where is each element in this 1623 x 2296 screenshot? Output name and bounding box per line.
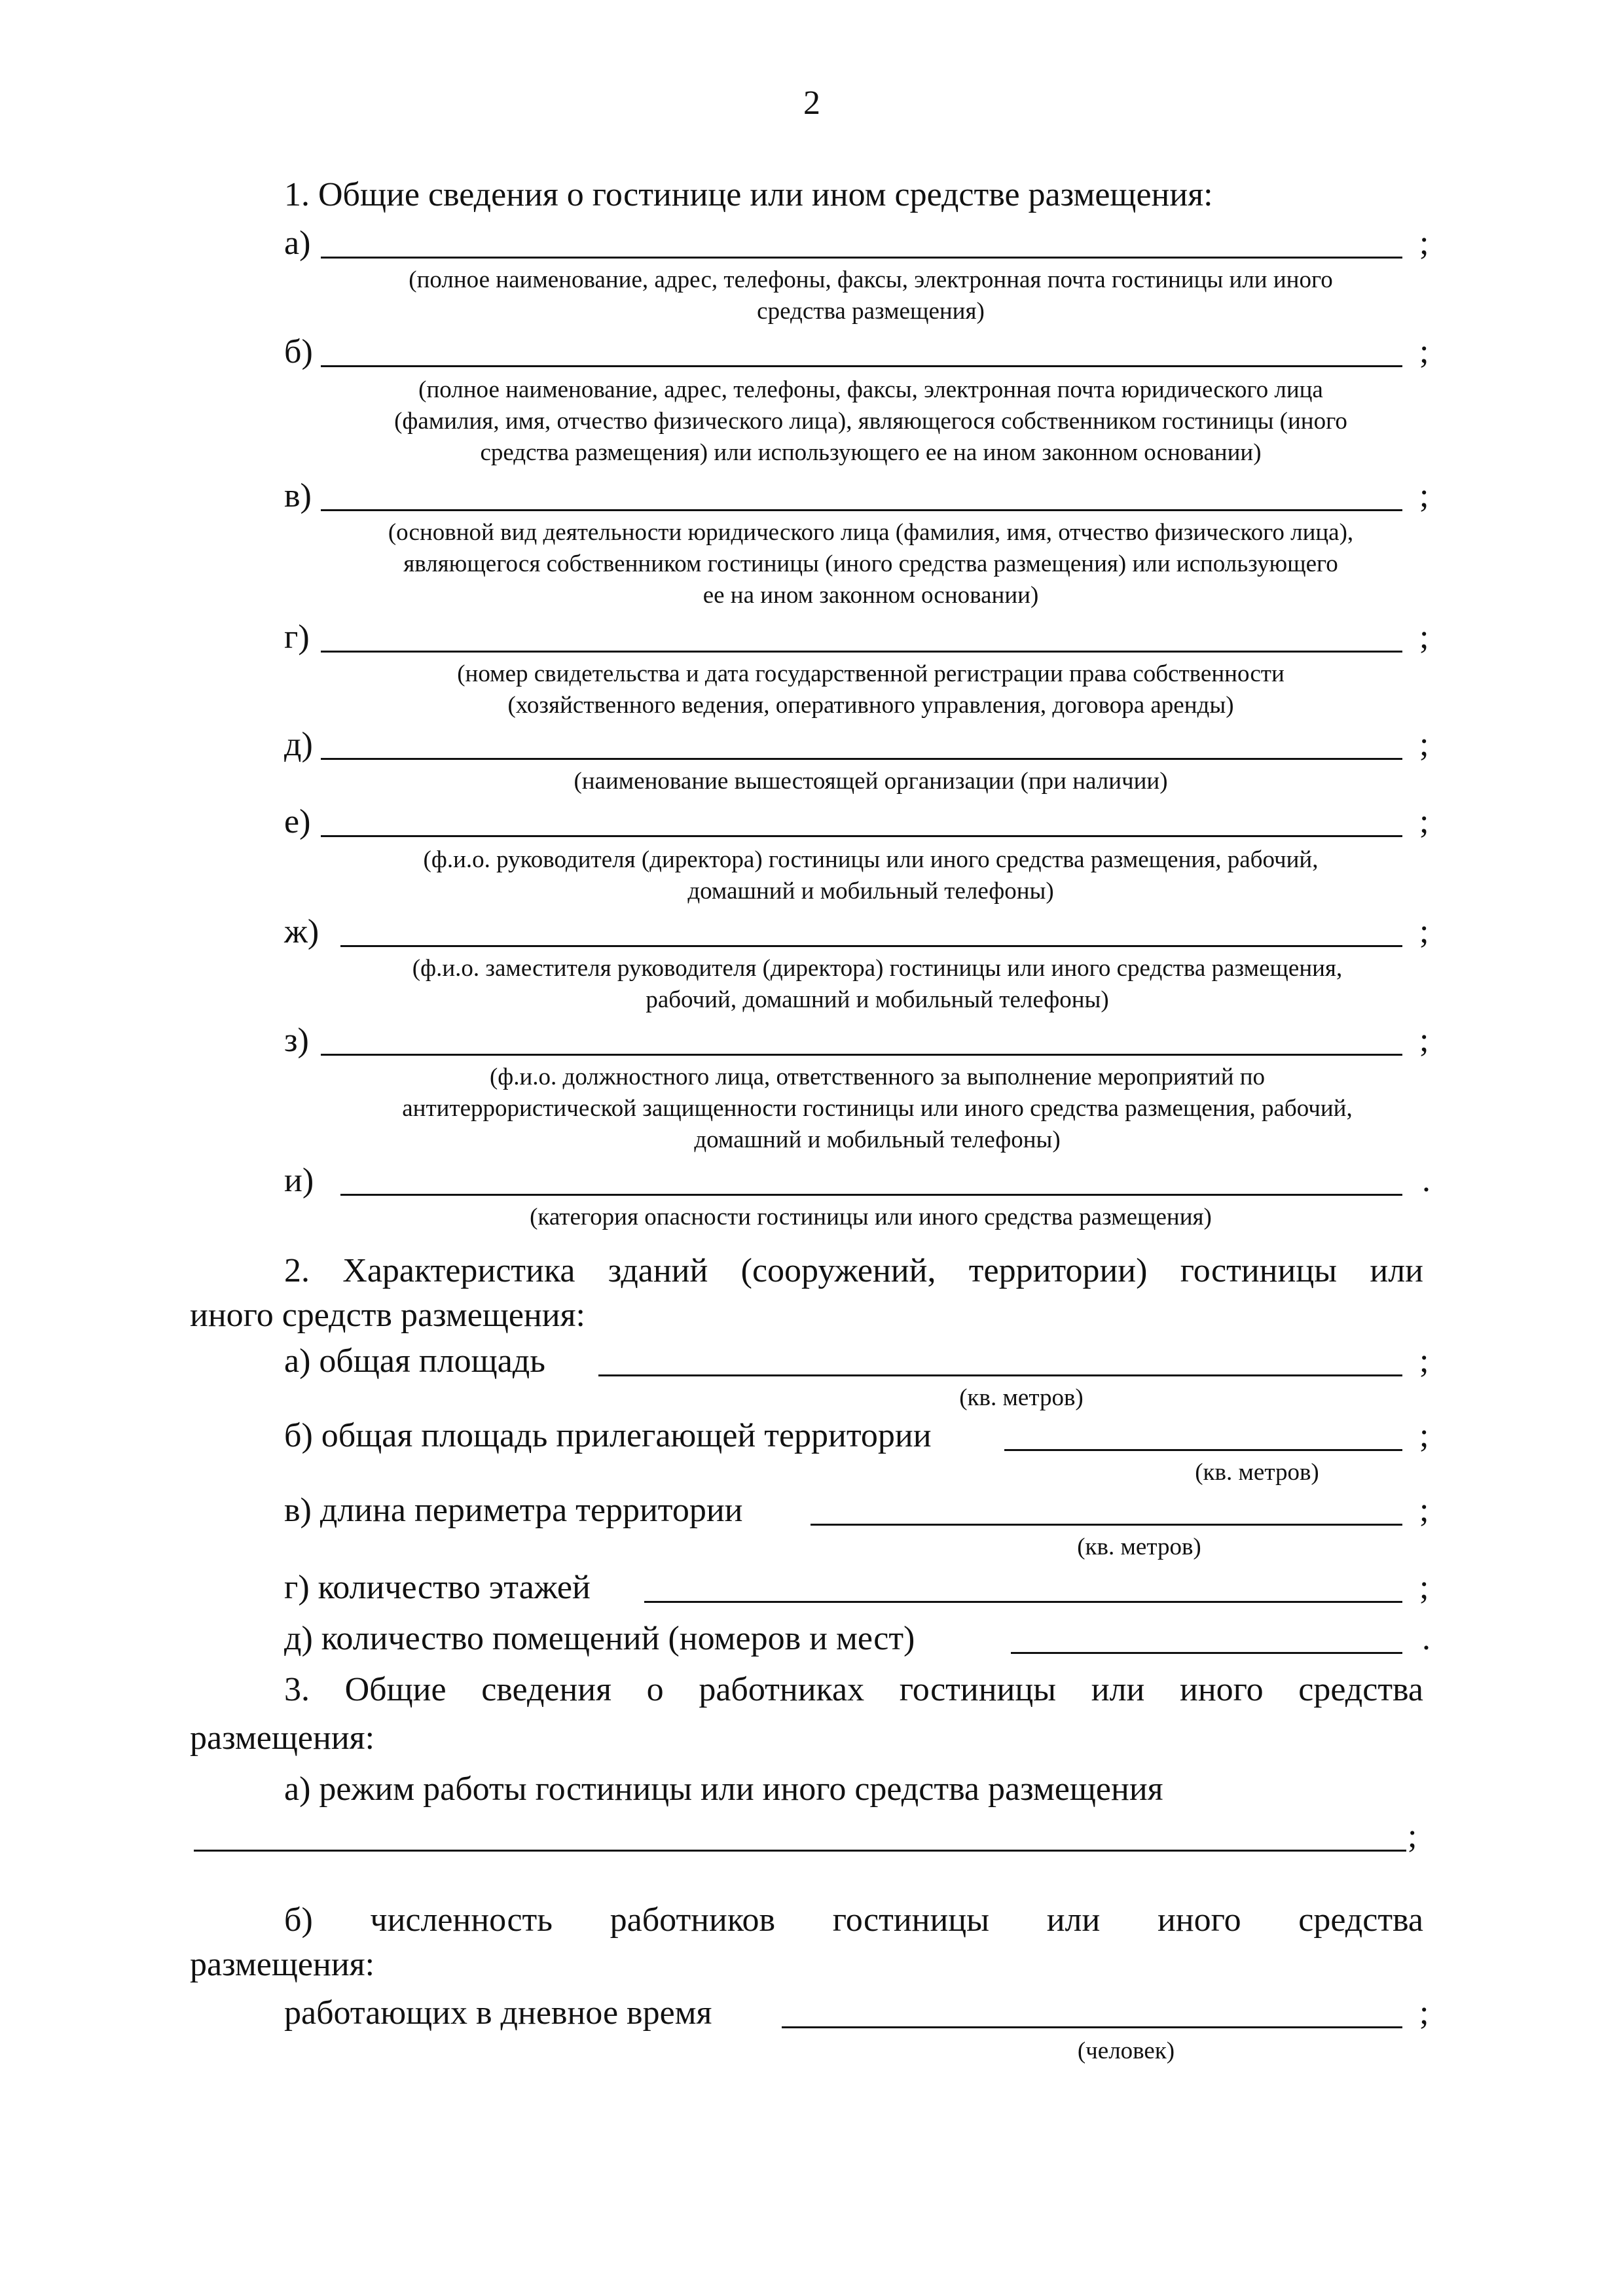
item-v-label: в) xyxy=(284,477,312,514)
item-d-caption xyxy=(327,766,1414,797)
s2-item-a-unit: (кв. метров) xyxy=(959,1384,1084,1411)
s3-item-b-line1: б) численность работников гостиницы или иного средства xyxy=(284,1901,1423,1939)
s2-item-b-label: б) общая площадь прилегающей территории xyxy=(284,1417,932,1454)
item-g-caption xyxy=(327,658,1414,721)
section2-heading-line1: 2. Характеристика зданий (сооружений, территории) гостиницы или xyxy=(284,1252,1423,1289)
item-z-end: ; xyxy=(1419,1022,1429,1059)
item-a-caption xyxy=(327,264,1414,327)
caption-line: (полное наименование, адрес, телефоны, факсы, электронная почта юридического лица xyxy=(418,376,1323,403)
caption-line: (ф.и.о. руководителя (директора) гостиницы или иного средства размещения, рабочий, xyxy=(423,846,1319,873)
caption-line: средства размещения) или использующего ее на ином законном основании) xyxy=(480,439,1262,466)
caption-line: домашний и мобильный телефоны) xyxy=(687,878,1054,905)
item-v-end: ; xyxy=(1419,477,1429,514)
item-d-field-line[interactable] xyxy=(321,758,1402,760)
item-i-caption xyxy=(327,1202,1414,1233)
s3-item-a-label: а) режим работы гостиницы или иного средства размещения xyxy=(284,1770,1163,1808)
item-e-end: ; xyxy=(1419,803,1429,840)
item-zh-caption xyxy=(327,953,1427,1016)
s2-item-a-field-line[interactable] xyxy=(598,1374,1402,1376)
page-number: 2 xyxy=(803,84,820,122)
item-d-end: ; xyxy=(1419,726,1429,763)
s2-item-v-unit: (кв. метров) xyxy=(1077,1534,1201,1560)
caption-line: средства размещения) xyxy=(757,298,985,325)
s3-day-unit: (человек) xyxy=(1077,2037,1175,2064)
item-zh-end: ; xyxy=(1419,913,1429,950)
s2-item-d-end: . xyxy=(1422,1620,1431,1657)
item-z-caption xyxy=(314,1062,1440,1156)
item-d-label: д) xyxy=(284,726,313,763)
section2-heading-line2: иного средств размещения: xyxy=(190,1297,585,1334)
s2-item-d-label: д) количество помещений (номеров и мест) xyxy=(284,1620,915,1657)
s2-item-b-end: ; xyxy=(1419,1417,1429,1454)
caption-line: ее на ином законном основании) xyxy=(702,582,1039,609)
s2-item-d-field-line[interactable] xyxy=(1011,1652,1402,1654)
item-zh-label: ж) xyxy=(284,913,319,950)
item-g-field-line[interactable] xyxy=(321,651,1402,653)
item-e-caption xyxy=(327,844,1414,907)
item-z-label: з) xyxy=(284,1022,309,1059)
item-b-label: б) xyxy=(284,333,313,370)
s3-item-a-field-line[interactable] xyxy=(194,1850,1406,1852)
item-i-field-line[interactable] xyxy=(340,1194,1402,1196)
item-a-field-line[interactable] xyxy=(321,257,1402,259)
caption-line: (категория опасности гостиницы или иного средства размещения) xyxy=(530,1204,1212,1230)
caption-line: домашний и мобильный телефоны) xyxy=(694,1126,1061,1153)
s2-item-b-field-line[interactable] xyxy=(1004,1449,1402,1451)
item-b-end: ; xyxy=(1419,333,1429,370)
s2-item-g-field-line[interactable] xyxy=(644,1601,1402,1603)
item-b-field-line[interactable] xyxy=(321,365,1402,367)
s3-item-a-end: ; xyxy=(1408,1818,1417,1855)
item-a-label: а) xyxy=(284,224,311,262)
s2-item-v-field-line[interactable] xyxy=(811,1524,1402,1526)
caption-line: антитеррористической защищенности гостиницы или иного средства размещения, рабочий, xyxy=(402,1095,1353,1122)
caption-line: (наименование вышестоящей организации (при наличии) xyxy=(574,768,1168,795)
s3-day-end: ; xyxy=(1419,1994,1429,2032)
item-g-end: ; xyxy=(1419,619,1429,656)
caption-line: (хозяйственного ведения, оперативного управления, договора аренды) xyxy=(507,692,1234,719)
item-e-label: е) xyxy=(284,803,311,840)
item-v-field-line[interactable] xyxy=(321,509,1402,511)
s3-day-field-line[interactable] xyxy=(782,2026,1402,2028)
s2-item-v-label: в) длина периметра территории xyxy=(284,1492,743,1529)
s2-item-g-end: ; xyxy=(1419,1569,1429,1606)
caption-line: (ф.и.о. должностного лица, ответственного за выполнение мероприятий по xyxy=(489,1064,1266,1090)
section3-heading-line2: размещения: xyxy=(190,1719,375,1757)
item-i-label: и) xyxy=(284,1162,314,1199)
caption-line: (полное наименование, адрес, телефоны, факсы, электронная почта гостиницы или иного xyxy=(409,266,1333,293)
s2-item-g-label: г) количество этажей xyxy=(284,1569,591,1606)
caption-line: (ф.и.о. заместителя руководителя (директора) гостиницы или иного средства размещения, xyxy=(412,955,1343,982)
item-b-caption xyxy=(314,374,1427,469)
s2-item-a-label: а) общая площадь xyxy=(284,1342,545,1380)
item-a-end: ; xyxy=(1419,224,1429,262)
s2-item-b-unit: (кв. метров) xyxy=(1195,1459,1319,1486)
item-i-end: . xyxy=(1422,1162,1431,1199)
item-g-label: г) xyxy=(284,619,310,656)
caption-line: (фамилия, имя, отчество физического лица), являющегося собственником гостиницы (иного xyxy=(394,408,1347,435)
s3-day-label: работающих в дневное время xyxy=(284,1994,712,2032)
s2-item-a-end: ; xyxy=(1419,1342,1429,1380)
section3-heading-line1: 3. Общие сведения о работниках гостиницы или иного средства xyxy=(284,1671,1423,1708)
caption-line: рабочий, домашний и мобильный телефоны) xyxy=(646,986,1109,1013)
s2-item-v-end: ; xyxy=(1419,1492,1429,1529)
item-z-field-line[interactable] xyxy=(321,1054,1402,1056)
caption-line: (основной вид деятельности юридического лица (фамилия, имя, отчество физического лица), xyxy=(388,519,1354,546)
section1-heading: 1. Общие сведения о гостинице или ином средстве размещения: xyxy=(284,176,1213,213)
caption-line: (номер свидетельства и дата государственной регистрации права собственности xyxy=(457,660,1285,687)
item-e-field-line[interactable] xyxy=(321,835,1402,837)
s3-item-b-line2: размещения: xyxy=(190,1946,375,1983)
item-zh-field-line[interactable] xyxy=(340,945,1402,947)
caption-line: являющегося собственником гостиницы (иного средства размещения) или использующего xyxy=(403,550,1338,577)
item-v-caption xyxy=(308,517,1434,611)
